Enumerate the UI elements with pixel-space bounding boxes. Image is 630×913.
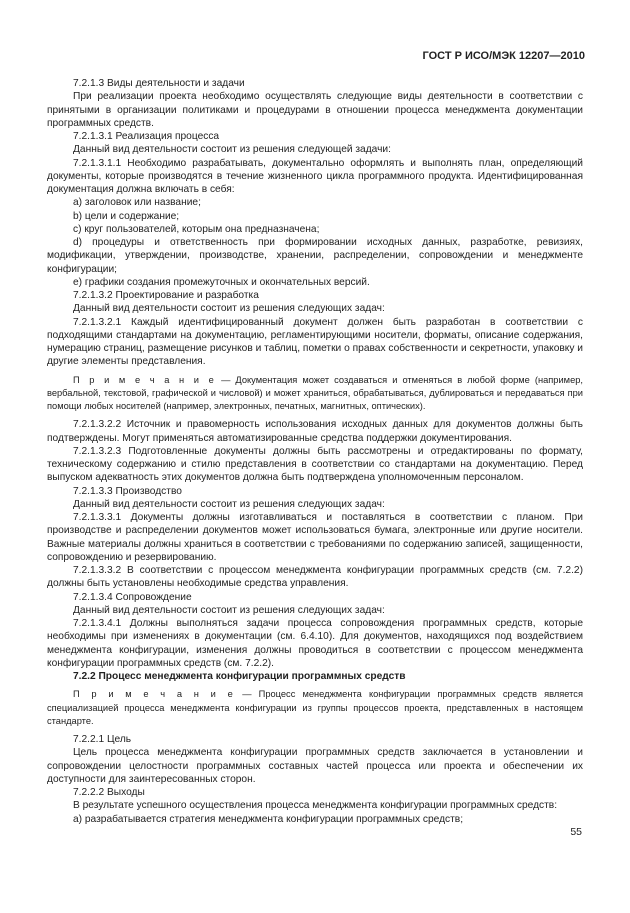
paragraph: 7.2.1.3.1 Реализация процесса [73, 131, 220, 142]
list-item: a) разрабатывается стратегия менеджмента конфигурации программных средств; [73, 813, 464, 825]
list-item: b) цели и содержание; [73, 210, 180, 222]
page-number: 55 [570, 826, 582, 838]
paragraph: Цель процесса менеджмента конфигурации программных средств заключается в установлении и сопровождении целостности программных составных частей процесса или проекта и обеспечении их доступности для заинтересованных сторон. [47, 747, 583, 785]
paragraph: 7.2.1.3.4.1 Должны выполняться задачи процесса сопровождения программных средств, которые необходимы при изменениях в документации (см. 6.4.10). Для документов, находящихся под воздействием менеджмента конфигурации, изменения должны проводиться в соответствии с процессом менеджмента конфигурации программных средств (см. 7.2.2). [47, 618, 583, 669]
paragraph: 7.2.1.3 Виды деятельности и задачи [73, 78, 245, 89]
note-label: П р и м е ч а н и е [73, 374, 217, 385]
paragraph: 7.2.1.3.3.2 В соответствии с процессом менеджмента конфигурации программных средств (см. 7.2.2) должны быть установлены необходимые средства управления. [47, 565, 583, 590]
list-item: c) круг пользователей, которым она предназначена; [73, 223, 320, 235]
note-label: П р и м е ч а н и е [73, 689, 236, 700]
paragraph: 7.2.2.2 Выходы [73, 787, 145, 798]
paragraph: Данный вид деятельности состоит из решения следующих задач: [73, 498, 385, 510]
standard-header: ГОСТ Р ИСО/МЭК 12207—2010 [422, 50, 585, 62]
section-heading: 7.2.2 Процесс менеджмента конфигурации программных средств [73, 671, 406, 682]
paragraph: 7.2.1.3.2.2 Источник и правомерность использования исходных данных для документов должны быть подтверждены. Могут применяться автоматизированные средства поддержки документирования. [47, 419, 583, 444]
list-item: d) процедуры и ответственность при формировании исходных данных, разработке, ревизиях, модификации, утверждении, производстве, хранении, распределении, сопровождении и менеджменте конфигурации; [47, 237, 583, 275]
paragraph: 7.2.2.1 Цель [73, 734, 132, 745]
paragraph: 7.2.1.3.1.1 Необходимо разрабатывать, документально оформлять и выполнять план, определяющий документы, которые производятся в течение жизненного цикла программного продукта. Идентифицированная документация должна включать в себя: [47, 157, 583, 195]
note-text: — Процесс менеджмента конфигурации программных средств является специализацией процесса менеджмента конфигурации из группы процессов проекта, представленных в настоящем стандарте. [47, 689, 583, 726]
paragraph: 7.2.1.3.3 Производство [73, 485, 182, 497]
paragraph: 7.2.1.3.4 Сопровождение [73, 591, 192, 603]
list-item: e) графики создания промежуточных и окончательных версий. [73, 276, 370, 288]
paragraph: 7.2.1.3.3.1 Документы должны изготавливаться и поставляться в соответствии с планом. При производстве и распределении документов может использоваться бумага, электронные или другие носители. Важные материалы должны храниться в соответствии с требованиями по содержанию записей, защищенности, сопровождению и резервированию. [47, 512, 583, 563]
page-content [47, 77, 583, 826]
paragraph: Данный вид деятельности состоит из решения следующих задач: [73, 303, 385, 315]
note [47, 374, 583, 414]
note [47, 688, 583, 728]
paragraph: Данный вид деятельности состоит из решения следующих задач: [73, 604, 385, 616]
list-item: a) заголовок или название; [73, 197, 201, 209]
paragraph: 7.2.1.3.2.1 Каждый идентифицированный документ должен быть разработан в соответствии с подходящими стандартами на документацию, регламентирующими носители, форматы, описание содержания, нумерацию страниц, размещение рисунков и таблиц, пометки о правах собственности и секретности, упаковку и другие элементы представления. [47, 316, 583, 368]
paragraph: Данный вид деятельности состоит из решения следующей задачи: [73, 144, 391, 156]
note-text: — Документация может создаваться и отменяться в любой форме (например, вербальной, текстовой, графической и числовой) и может храниться, обрабатываться, дублироваться и передаваться при помощи любых носителей (например, электронных, печатных, магнитных, оптических). [47, 374, 583, 411]
paragraph: 7.2.1.3.2 Проектирование и разработка [73, 290, 259, 301]
paragraph: 7.2.1.3.2.3 Подготовленные документы должны быть рассмотрены и отредактированы по формату, техническому содержанию и стилю представления в соответствии со стандартами на документацию. Перед выпуском адекватность этих документов должна быть подтверждена уполномоченным персоналом. [47, 445, 583, 484]
paragraph: При реализации проекта необходимо осуществлять следующие виды деятельности в соответствии с принятыми в организации политиками и процедурами в отношении процесса менеджмента документации программных средств. [47, 91, 583, 129]
paragraph: В результате успешного осуществления процесса менеджмента конфигурации программных средств: [73, 800, 558, 812]
